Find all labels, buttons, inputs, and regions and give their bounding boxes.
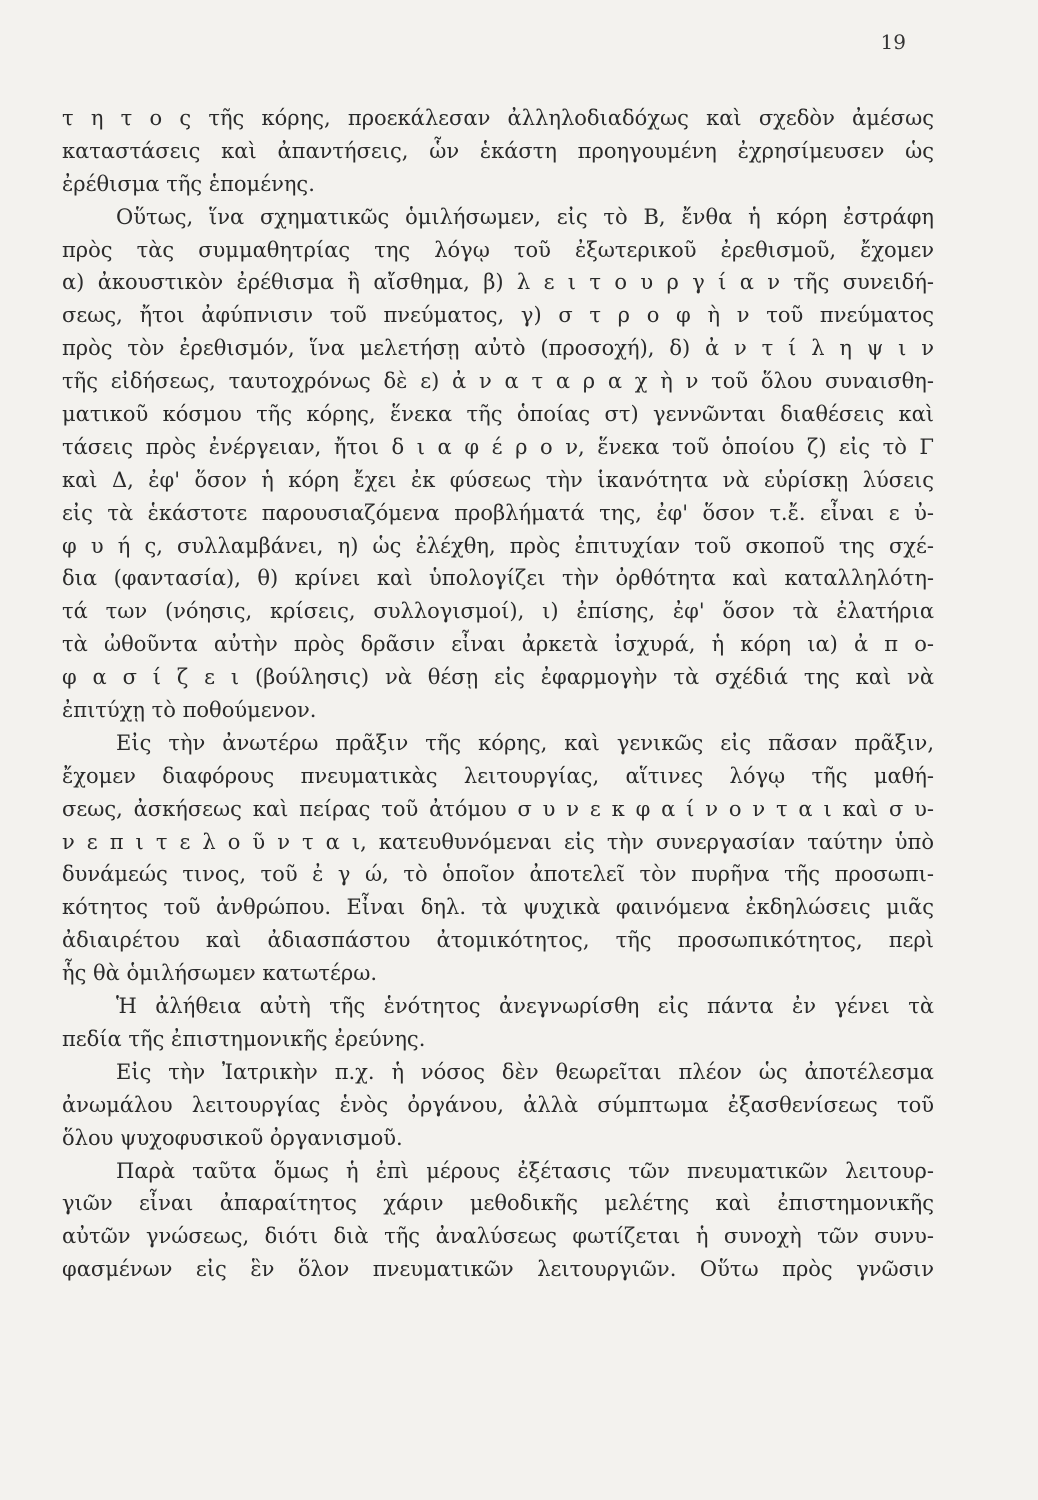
text-line: φασμένων εἰς ἓν ὅλον πνευματικῶν λειτουργιῶν. Οὕτω πρὸς γνῶσιν bbox=[62, 1257, 934, 1282]
text-line: αὐτῶν γνώσεως, διότι διὰ τῆς ἀναλύσεως φωτίζεται ἡ συνοχὴ τῶν συνυ- bbox=[62, 1224, 934, 1249]
body-text bbox=[62, 102, 934, 1286]
text-line: πρὸς τὸν ἐρεθισμόν, ἵνα μελετήσῃ αὐτὸ (προσοχή), δ) ἀ ν τ ί λ η ψ ι ν bbox=[62, 336, 934, 361]
text-line: Παρὰ ταῦτα ὅμως ἡ ἐπὶ μέρους ἐξέτασις τῶν πνευματικῶν λειτουρ- bbox=[116, 1158, 934, 1183]
text-line: Ἡ ἀλήθεια αὐτὴ τῆς ἑνότητος ἀνεγνωρίσθη εἰς πάντα ἐν γένει τὰ bbox=[116, 994, 934, 1019]
text-line: σεως, ἀσκήσεως καὶ πείρας τοῦ ἀτόμου σ υ ν ε κ φ α ί ν ο ν τ α ι καὶ σ υ- bbox=[62, 796, 934, 821]
text-line: πεδία τῆς ἐπιστημονικῆς ἐρεύνης. bbox=[62, 1026, 426, 1051]
text-line: τῆς εἰδήσεως, ταυτοχρόνως δὲ ε) ἀ ν α τ α ρ α χ ὴ ν τοῦ ὅλου συναισθη- bbox=[62, 369, 934, 394]
text-line: δυνάμεώς τινος, τοῦ ἐ γ ώ, τὸ ὁποῖον ἀποτελεῖ τὸν πυρῆνα τῆς προσωπι- bbox=[62, 862, 934, 887]
text-line: Οὕτως, ἵνα σχηματικῶς ὁμιλήσωμεν, εἰς τὸ B, ἔνθα ἡ κόρη ἐστράφη bbox=[116, 204, 934, 229]
text-line: ἀνωμάλου λειτουργίας ἑνὸς ὀργάνου, ἀλλὰ σύμπτωμα ἐξασθενίσεως τοῦ bbox=[62, 1092, 934, 1117]
text-line: ματικοῦ κόσμου τῆς κόρης, ἕνεκα τῆς ὁποίας στ) γεννῶνται διαθέσεις καὶ bbox=[62, 402, 934, 427]
text-line: εἰς τὰ ἑκάστοτε παρουσιαζόμενα προβλήματά της, ἐφ' ὅσον τ.ἔ. εἶναι ε ὐ- bbox=[62, 500, 934, 525]
text-line: ἐπιτύχῃ τὸ ποθούμενον. bbox=[62, 698, 317, 723]
page-number: 19 bbox=[880, 30, 906, 54]
text-line: γιῶν εἶναι ἀπαραίτητος χάριν μεθοδικῆς μελέτης καὶ ἐπιστημονικῆς bbox=[62, 1191, 934, 1216]
text-line: ὅλου ψυχοφυσικοῦ ὀργανισμοῦ. bbox=[62, 1125, 403, 1150]
text-line: πρὸς τὰς συμμαθητρίας της λόγῳ τοῦ ἐξωτερικοῦ ἐρεθισμοῦ, ἔχομεν bbox=[62, 237, 934, 262]
text-line: φ υ ή ς, συλλαμβάνει, η) ὡς ἐλέχθη, πρὸς ἐπιτυχίαν τοῦ σκοποῦ της σχέ- bbox=[62, 533, 934, 558]
text-line: κότητος τοῦ ἀνθρώπου. Εἶναι δηλ. τὰ ψυχικὰ φαινόμενα ἐκδηλώσεις μιᾶς bbox=[62, 895, 934, 920]
text-line: α) ἀκουστικὸν ἐρέθισμα ἢ αἴσθημα, β) λ ε ι τ ο υ ρ γ ί α ν τῆς συνειδή- bbox=[62, 270, 934, 295]
text-line: δια (φαντασία), θ) κρίνει καὶ ὑπολογίζει τὴν ὀρθότητα καὶ καταλληλότη- bbox=[62, 566, 934, 591]
text-line: φ α σ ί ζ ε ι (βούλησις) νὰ θέσῃ εἰς ἐφαρμογὴν τὰ σχέδιά της καὶ νὰ bbox=[62, 665, 934, 690]
text-line: ἐρέθισμα τῆς ἑπομένης. bbox=[62, 171, 315, 196]
text-line: Εἰς τὴν ἀνωτέρω πρᾶξιν τῆς κόρης, καὶ γενικῶς εἰς πᾶσαν πρᾶξιν, bbox=[116, 730, 934, 755]
text-line: σεως, ἤτοι ἀφύπνισιν τοῦ πνεύματος, γ) σ τ ρ ο φ ὴ ν τοῦ πνεύματος bbox=[62, 303, 934, 328]
text-line: ἔχομεν διαφόρους πνευματικὰς λειτουργίας, αἵτινες λόγῳ τῆς μαθή- bbox=[62, 763, 934, 788]
text-line: τ η τ ο ς τῆς κόρης, προεκάλεσαν ἀλληλοδιαδόχως καὶ σχεδὸν ἀμέσως bbox=[62, 106, 934, 130]
text-line: ἀδιαιρέτου καὶ ἀδιασπάστου ἀτομικότητος, τῆς προσωπικότητος, περὶ bbox=[62, 928, 934, 953]
text-line: Εἰς τὴν Ἰατρικὴν π.χ. ἡ νόσος δὲν θεωρεῖται πλέον ὡς ἀποτέλεσμα bbox=[116, 1059, 934, 1084]
text-line: ἧς θὰ ὁμιλήσωμεν κατωτέρω. bbox=[62, 961, 378, 986]
text-line: τὰ ὠθοῦντα αὐτὴν πρὸς δρᾶσιν εἶναι ἀρκετὰ ἰσχυρά, ἡ κόρη ια) ἀ π ο- bbox=[62, 632, 934, 657]
text-line: ν ε π ι τ ε λ ο ῦ ν τ α ι, κατευθυνόμεναι εἰς τὴν συνεργασίαν ταύτην ὑπὸ bbox=[62, 829, 934, 854]
text-line: τάσεις πρὸς ἐνέργειαν, ἤτοι δ ι α φ έ ρ ο ν, ἕνεκα τοῦ ὁποίου ζ) εἰς τὸ Γ bbox=[62, 434, 934, 459]
text-line: τά των (νόησις, κρίσεις, συλλογισμοί), ι) ἐπίσης, ἐφ' ὅσον τὰ ἐλατήρια bbox=[62, 599, 934, 624]
text-line: καταστάσεις καὶ ἀπαντήσεις, ὧν ἑκάστη προηγουμένη ἐχρησίμευσεν ὡς bbox=[62, 138, 934, 163]
text-line: καὶ Δ, ἐφ' ὅσον ἡ κόρη ἔχει ἐκ φύσεως τὴν ἱκανότητα νὰ εὑρίσκῃ λύσεις bbox=[62, 467, 934, 492]
